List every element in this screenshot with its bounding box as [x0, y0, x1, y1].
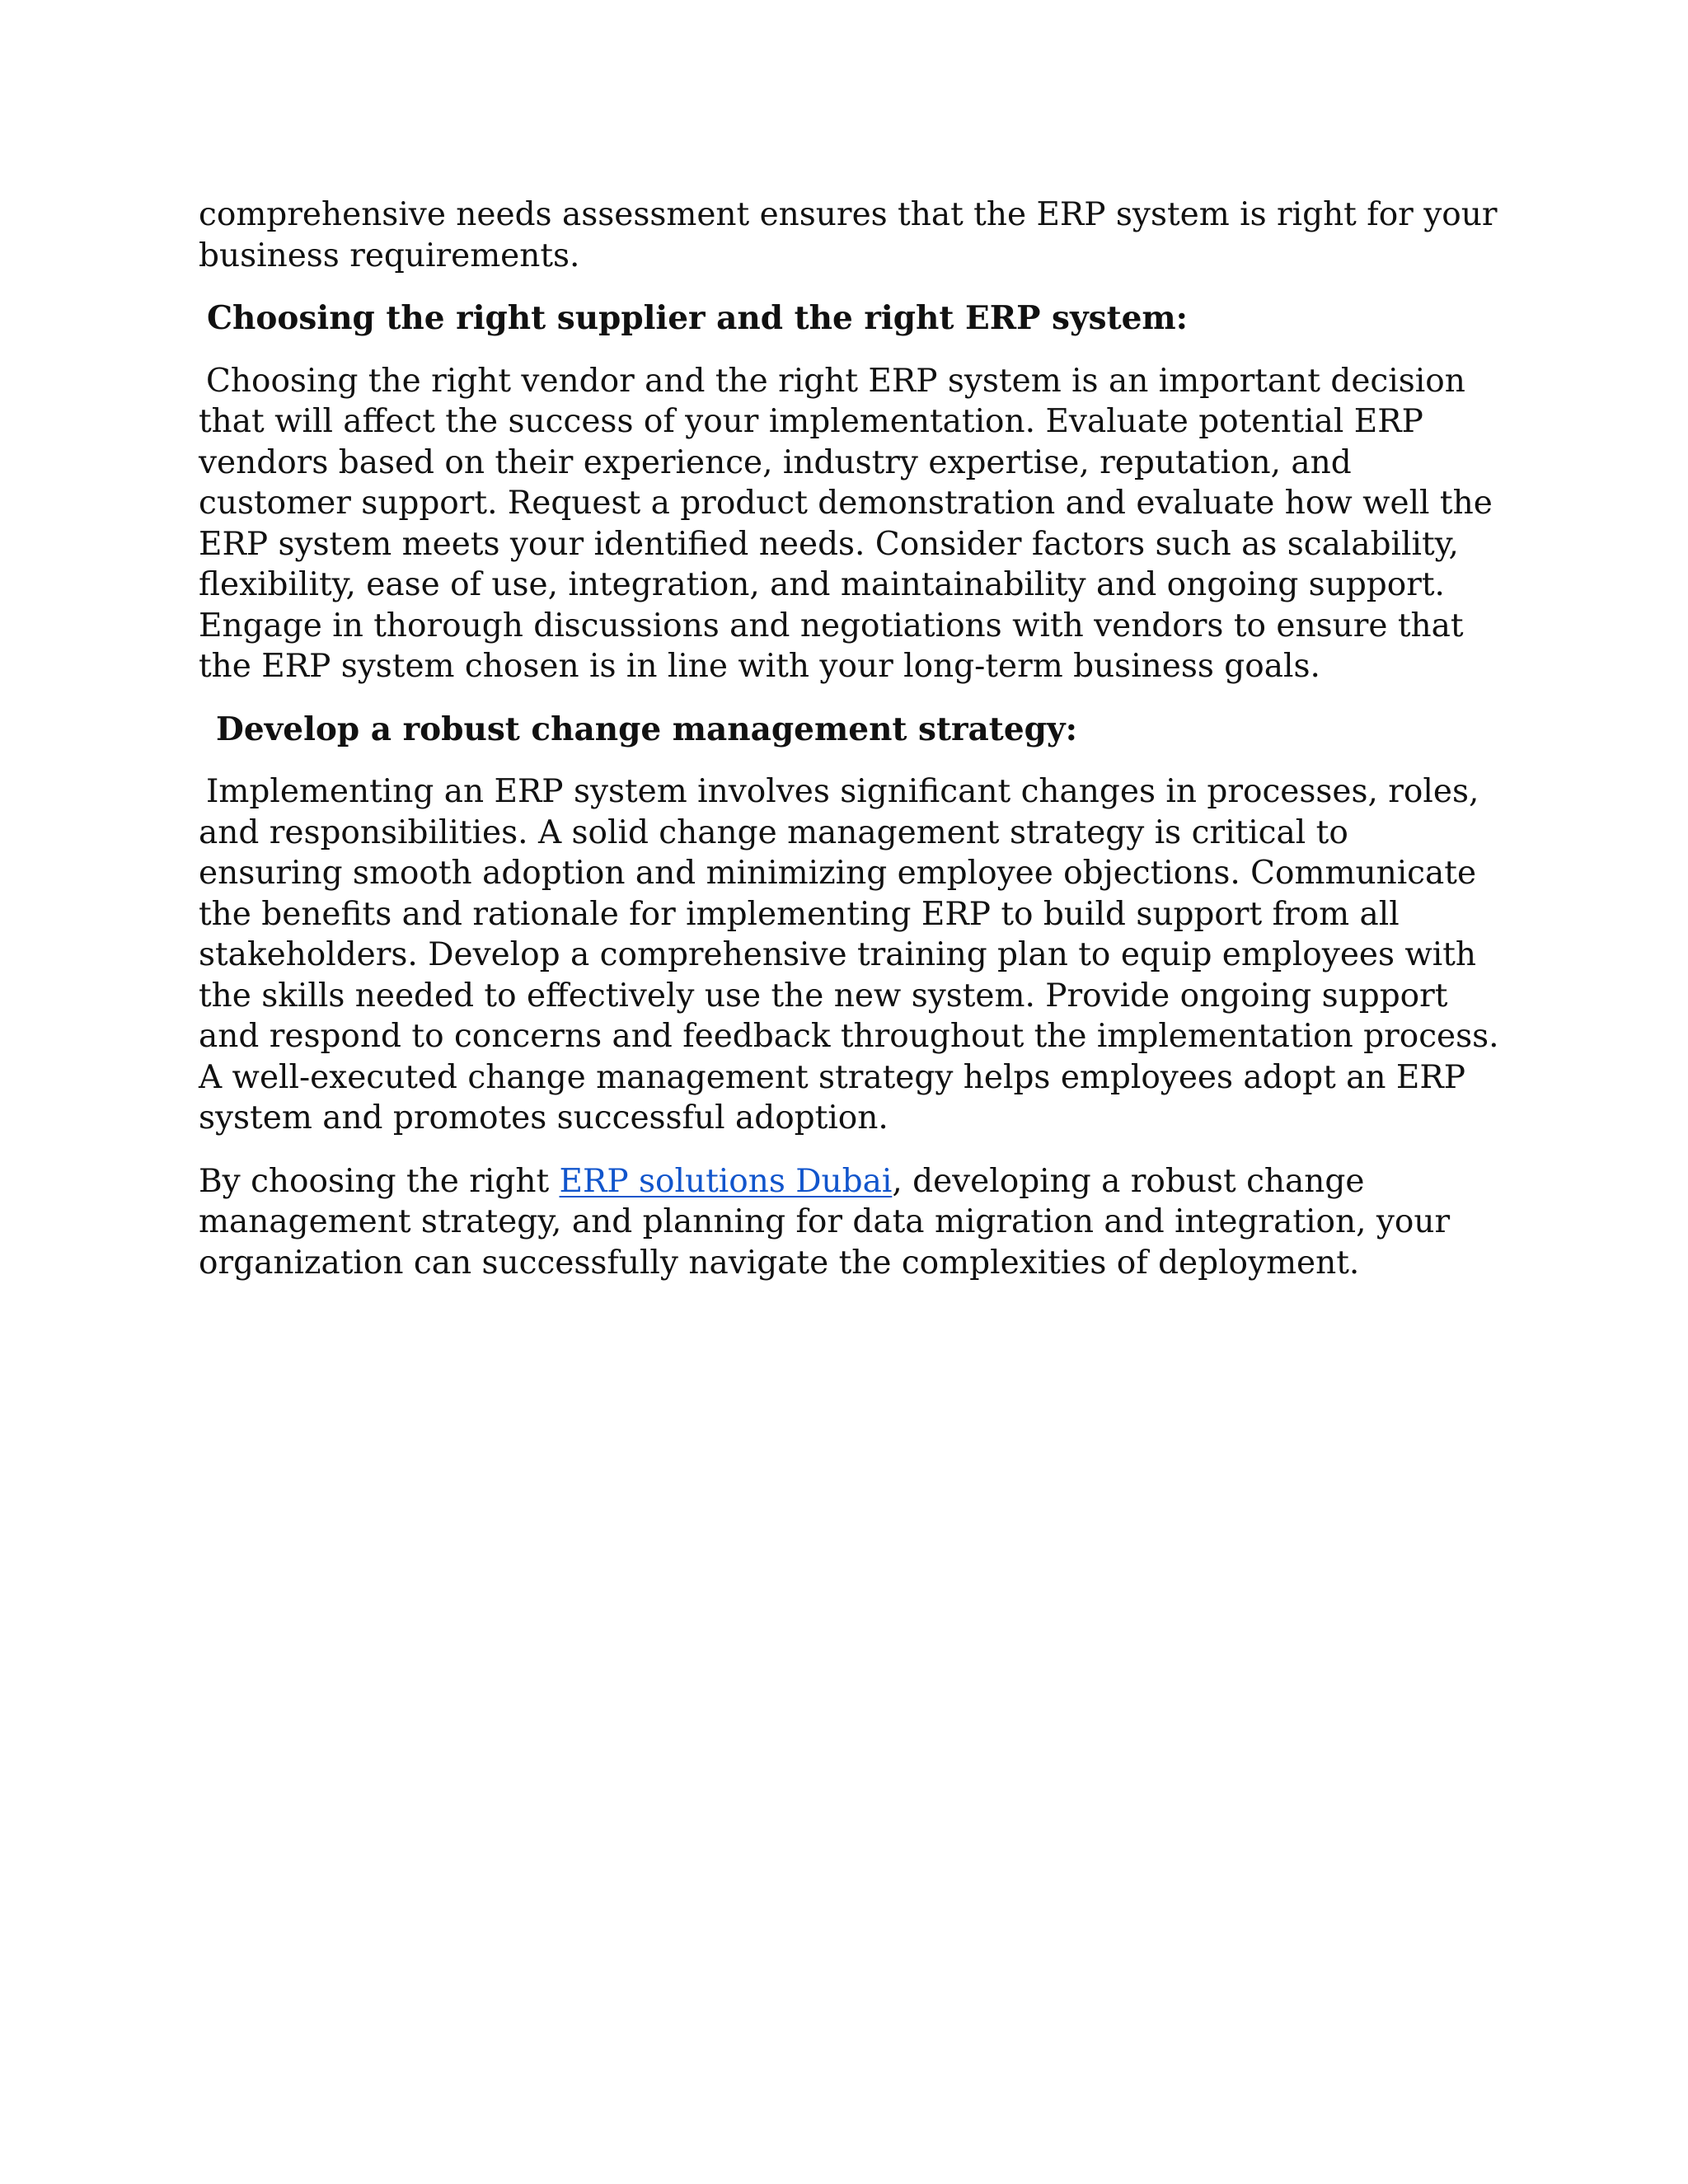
supplier-paragraph: Choosing the right vendor and the right ERP system is an important decision that will affect the success of your implementation. Evaluate potential ERP vendors based on their experience, industry expertise, reputation, and customer support. Request a product demonstration and evaluate how well the ERP system meets your identified needs. Consider factors such as scalability, flexibility, ease of use, integration, and maintainability and ongoing support. Engage in thorough discussions and negotiations with vendors to ensure that the ERP system chosen is in line with your long-term business goals. — [199, 362, 1493, 685]
change-management-paragraph: Implementing an ERP system involves significant changes in processes, roles, and responsibilities. A solid change management strategy is critical to ensuring smooth adoption and minimizing employee objections. Communicate the benefits and rationale for implementing ERP to build support from all stakeholders. Develop a comprehensive training plan to equip employees with the skills needed to effectively use the new system. Provide ongoing support and respond to concerns and feedback throughout the implementation process. A well-executed change management strategy helps employees adopt an ERP system and promotes successful adoption. — [199, 773, 1499, 1137]
document-body — [199, 194, 1501, 1305]
erp-solutions-dubai-link[interactable]: ERP solutions Dubai — [559, 1162, 893, 1200]
conclusion-text-before-link: By choosing the right — [199, 1162, 560, 1200]
conclusion-paragraph — [199, 1161, 1501, 1284]
section-heading-supplier: Choosing the right supplier and the right ERP system: — [207, 299, 1189, 337]
section-heading-change-management: Develop a robust change management strategy: — [216, 710, 1077, 748]
intro-paragraph: comprehensive needs assessment ensures that the ERP system is right for your business requirements. — [199, 196, 1498, 274]
conclusion-text-after-link: , developing a robust change management strategy, and planning for data migration and integration, your organization can successfully navigate the complexities of deployment. — [199, 1162, 1451, 1282]
